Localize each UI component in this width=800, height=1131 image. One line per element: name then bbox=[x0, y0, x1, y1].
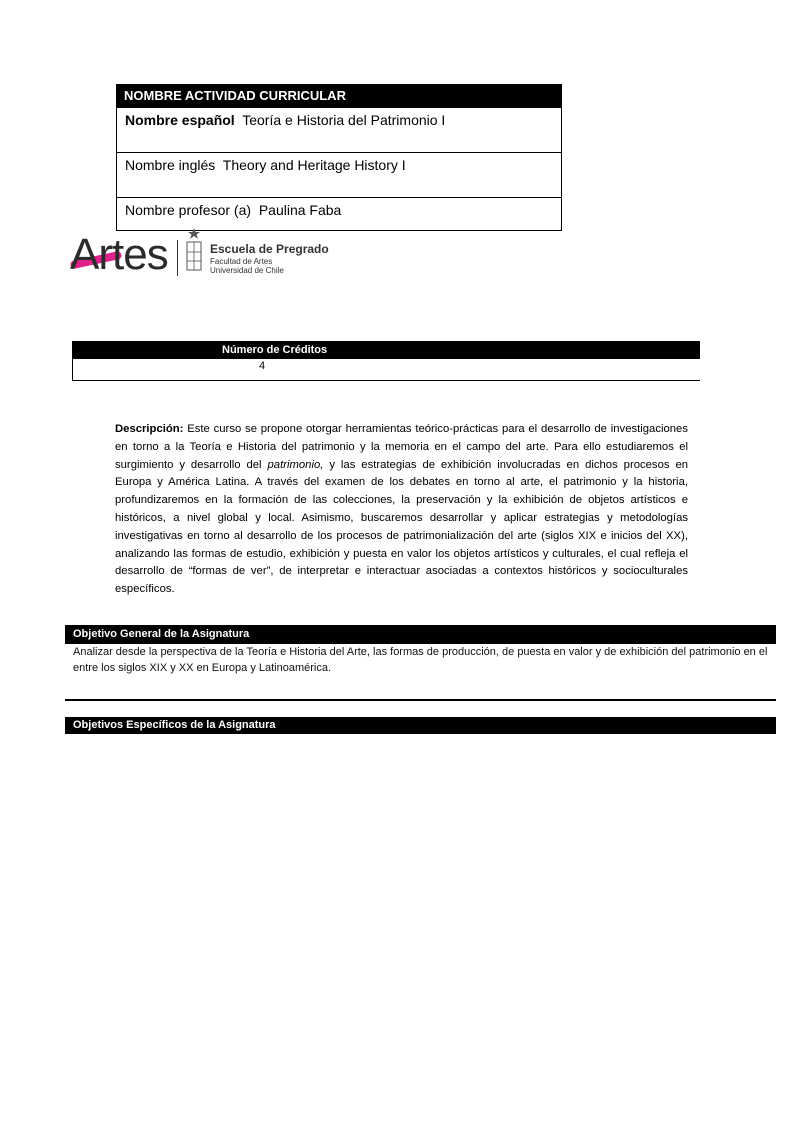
spanish-name-label: Nombre español bbox=[125, 112, 235, 128]
english-name-label: Nombre inglés bbox=[125, 157, 216, 173]
description-emphasis: patrimonio, bbox=[267, 458, 324, 471]
credits-table bbox=[72, 341, 700, 381]
logo-university: Universidad de Chile bbox=[210, 266, 284, 275]
description-text-after: y las estrategias de exhibición involucradas en dichos procesos en Europa y América Latina. A través del examen de los debates en torno al arte, el patrimonio y la historia, profundizaremos en la formación de las colecciones, la preservación y la exhibición de objetos artísticos e históricos, a nivel global y local. Asimismo, buscaremos desarrollar y aplicar estrategias y metodologías investigativas en torno al desarrollo de los procesos de patrimonialización del arte (siglos XIX e inicios del XX), analizando las formas de estudio, exhibición y puesta en valor los objetos artísticos y culturales, el cual refleja el desarrollo de “formas de ver”, de interpretar e interactuar asociadas a contextos históricos y socioculturales específicos. bbox=[115, 458, 689, 596]
general-objective-header: Objetivo General de la Asignatura bbox=[65, 625, 776, 644]
credits-value: 4 bbox=[72, 359, 700, 381]
section-divider bbox=[65, 699, 776, 701]
general-objective-text: Analizar desde la perspectiva de la Teoría e Historia del Arte, las formas de producción, de puesta en valor y de exhibición del patrimonio en el entre los siglos XIX y XX en Europa y Latinoamérica. bbox=[73, 646, 768, 674]
specific-objectives-header: Objetivos Específicos de la Asignatura bbox=[65, 717, 776, 734]
professor-value: Paulina Faba bbox=[258, 202, 342, 218]
logo-school: Escuela de Pregrado bbox=[210, 242, 329, 256]
spanish-name-value: Teoría e Historia del Patrimonio I bbox=[242, 112, 446, 128]
course-description bbox=[115, 421, 688, 599]
english-name-value: Theory and Heritage History I bbox=[222, 157, 406, 173]
description-text-before: Este curso se propone otorgar herramientas teórico-prácticas para el desarrollo de investigaciones en torno a la Teoría e Historia del patrimonio y la memoria en el campo del arte. Para ello estudiaremos el surgimiento y desarrollo del bbox=[115, 423, 688, 471]
university-crest-icon bbox=[184, 228, 204, 276]
professor-label: Nombre profesor (a) bbox=[125, 202, 252, 218]
activity-table-header: NOMBRE ACTIVIDAD CURRICULAR bbox=[116, 84, 562, 108]
artes-logo bbox=[70, 220, 330, 282]
spanish-name-row bbox=[116, 108, 562, 153]
logo-faculty: Facultad de Artes bbox=[210, 257, 273, 266]
activity-table bbox=[116, 84, 562, 231]
logo-brand: Artes bbox=[70, 230, 168, 279]
english-name-row bbox=[116, 153, 562, 198]
description-label: Descripción: bbox=[115, 423, 184, 435]
credits-header: Número de Créditos bbox=[72, 341, 700, 359]
logo-separator bbox=[177, 240, 178, 276]
